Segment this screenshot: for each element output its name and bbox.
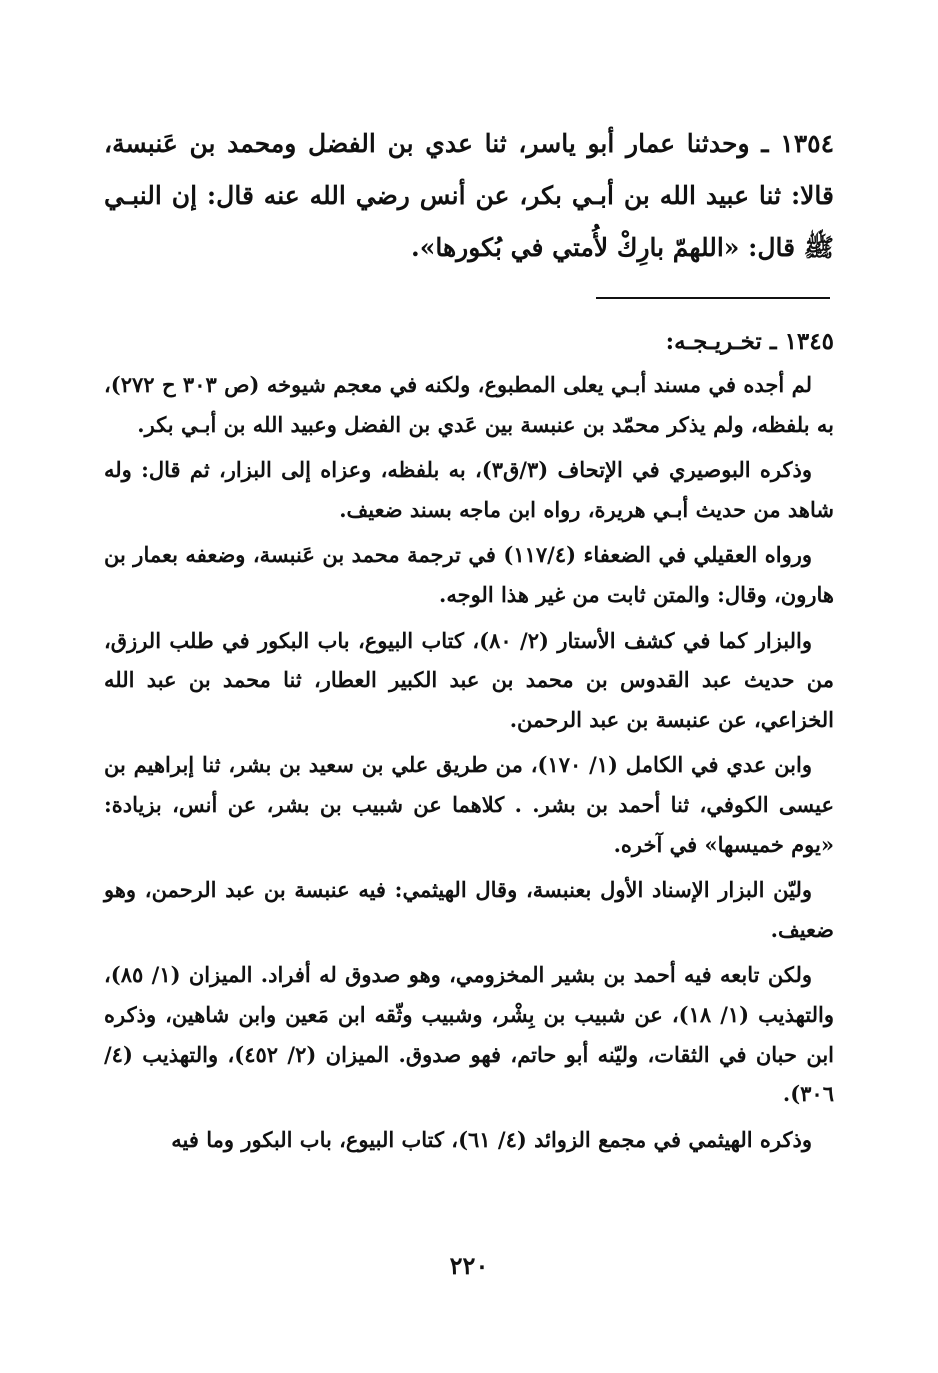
takhrij-notes [104, 365, 834, 1165]
page-number: ٢٢٠ [449, 1251, 489, 1280]
footnote-separator [596, 297, 830, 299]
note-paragraph: وذكره الهيثمي في مجمع الزوائد (٤/ ٦١)، كتاب البيوع، باب البكور وما فيه [171, 1126, 812, 1152]
note-paragraph: ولكن تابعه فيه أحمد بن بشير المخزومي، وهو صدوق له أفراد. الميزان (١/ ٨٥)، والتهذيب (١/ ١٨)، عن شبيب بن بِشْر، وشبيب وثّقه ابن مَعين وابن شاهين، وذكره ابن حبان في الثقات، وليّنه أبو حاتم، فهو صدوق. الميزان (٢/ ٤٥٢)، والتهذيب (٤/ ٣٠٦). [104, 962, 835, 1107]
note-paragraph: وليّن البزار الإسناد الأول بعنبسة، وقال الهيثمي: فيه عنبسة بن عبد الرحمن، وهو ضعيف. [104, 877, 834, 942]
hadith-text: ١٣٥٤ ـ وحدثنا عمار أبو ياسر، ثنا عدي بن الفضل ومحمد بن عَنبسة، قالا: ثنا عبيد الله بن أبـي بكر، عن أنس رضي الله عنه قال: إن النبـي ﷺ قال: «اللهمّ بارِكْ لأُمتي في بُكورها». [104, 129, 834, 262]
note-paragraph: لم أجده في مسند أبـي يعلى المطبوع، ولكنه في معجم شيوخه (ص ٣٠٣ ح ٢٧٢)، به بلفظه، ولم يذكر محمّد بن عنبسة بين عَدي بن الفضل وعبيد الله بن أبـي بكر. [104, 372, 834, 437]
note-paragraph: والبزار كما في كشف الأستار (٢/ ٨٠)، كتاب البيوع، باب البكور في طلب الرزق، من حديث عبد القدوس بن محمد بن عبد الكبير العطار، ثنا محمد بن عبد الله الخزاعي، عن عنبسة بن عبد الرحمن. [104, 627, 834, 732]
note-paragraph: وابن عدي في الكامل (١/ ١٧٠)، من طريق علي بن سعيد بن بشر، ثنا إبراهيم بن عيسى الكوفي، ثنا أحمد بن بشر. . كلاهما عن شبيب بن بشر، عن أنس، بزيادة: «يوم خميسها» في آخره. [104, 752, 834, 857]
note-paragraph: ورواه العقيلي في الضعفاء (١١٧/٤) في ترجمة محمد بن عَنبسة، وضعفه بعمار بن هارون، وقال: والمتن ثابت من غير هذا الوجه. [104, 542, 834, 607]
takhrij-heading: ١٣٤٥ ـ تخـريـجـه: [665, 328, 834, 355]
note-paragraph: وذكره البوصيري في الإتحاف (٣/ق٣)، به بلفظه، وعزاه إلى البزار، ثم قال: وله شاهد من حديث أبـي هريرة، رواه ابن ماجه بسند ضعيف. [104, 457, 834, 522]
